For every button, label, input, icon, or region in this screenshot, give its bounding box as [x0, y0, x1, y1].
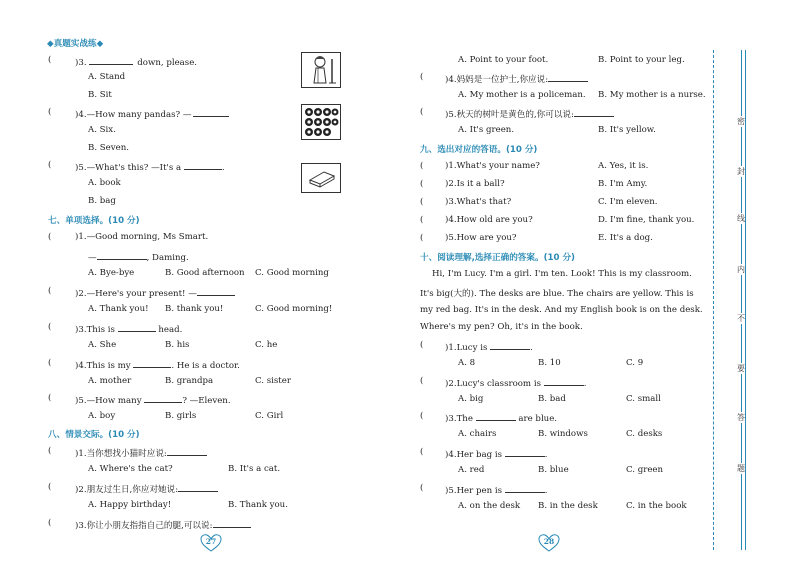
option: A. chairs	[458, 429, 497, 439]
option: A. on the desk	[458, 501, 521, 511]
question-row: )1.Lucy is .	[445, 340, 533, 353]
question-row: )2.Lucy's classroom is .	[445, 376, 586, 389]
option: B. grandpa	[165, 376, 214, 386]
section-heading: 十、阅读理解,选择正确的答案。(10 分)	[420, 253, 575, 263]
option: B. his	[165, 340, 190, 350]
seal-line-dashed	[713, 50, 714, 550]
question-row: )5.秋天的树叶是黄色的,你可以说:	[445, 107, 614, 120]
question-row: )1.What's your name?	[445, 161, 540, 171]
seal-line-outer	[745, 50, 746, 550]
paren: (	[48, 232, 52, 242]
paren: (	[420, 197, 424, 207]
answer-option: C. I'm eleven.	[598, 197, 658, 207]
section-heading: 八、情景交际。(10 分)	[48, 430, 140, 440]
section-heading: 七、单项选择。(10 分)	[48, 216, 140, 226]
question-row: )1.—Good morning, Ms Smart.	[75, 232, 209, 242]
question-row: )4.—How many pandas? —	[75, 107, 229, 120]
passage-line: Hi, I'm Lucy. I'm a girl. I'm ten. Look! This is my classroom.	[432, 269, 692, 279]
option: C. desks	[626, 429, 663, 439]
paren: (	[48, 286, 52, 296]
option: C. green	[626, 465, 664, 475]
option: B. My mother is a nurse.	[598, 90, 706, 100]
paren: (	[420, 411, 424, 421]
section-heading: 九、选出对应的答语。(10 分)	[420, 145, 538, 155]
option: B. bag	[88, 196, 116, 206]
seal-char: 要	[737, 364, 745, 373]
option: C. Girl	[255, 411, 284, 421]
option: A. Where's the cat?	[88, 464, 173, 474]
option: B. windows	[538, 429, 588, 439]
question-row: )3.What's that?	[445, 197, 512, 207]
answer-option: E. It's a dog.	[598, 233, 653, 243]
option: A. boy	[88, 411, 116, 421]
seal-char: 答	[737, 413, 745, 422]
paren: (	[420, 233, 424, 243]
paren: (	[420, 179, 424, 189]
paren: (	[48, 482, 52, 492]
paren: (	[420, 376, 424, 386]
passage-line: It's big(大的). The desks are blue. The chairs are yellow. This is	[420, 289, 694, 299]
option: C. Good morning	[255, 268, 329, 278]
option: A. She	[88, 340, 117, 350]
option: A. 8	[458, 358, 476, 368]
paren: (	[420, 447, 424, 457]
option: B. 10	[538, 358, 561, 368]
answer-option: D. I'm fine, thank you.	[598, 215, 695, 225]
option: B. Point to your leg.	[598, 55, 685, 65]
paren: (	[420, 215, 424, 225]
option: B. girls	[165, 411, 197, 421]
answer-option: B. I'm Amy.	[598, 179, 648, 189]
option: A. Happy birthday!	[88, 500, 172, 510]
option: C. sister	[255, 376, 291, 386]
paren: (	[420, 161, 424, 171]
option: B. Sit	[88, 90, 112, 100]
question-row: (	[48, 55, 52, 65]
option: C. in the book	[626, 501, 687, 511]
passage-line: Where's my pen? Oh, it's in the book.	[420, 322, 583, 332]
question-row: )5.Her pen is .	[445, 483, 547, 496]
question-row: )2.朋友过生日,你应对她说:	[75, 482, 218, 495]
seal-char: 内	[737, 265, 745, 274]
option: A. Stand	[88, 72, 126, 82]
paren: (	[48, 446, 52, 456]
question-row: )3.The are blue.	[445, 411, 557, 424]
option: C. he	[255, 340, 278, 350]
option: A. Thank you!	[88, 304, 149, 314]
option: B. blue	[538, 465, 569, 475]
option: B. thank you!	[165, 304, 224, 314]
page-number: 27	[200, 534, 222, 552]
question-row: )5.How are you?	[445, 233, 517, 243]
option: B. Thank you.	[228, 500, 288, 510]
option: A. big	[458, 394, 484, 404]
question-row: )4.How old are you?	[445, 215, 533, 225]
option: C. Good morning!	[255, 304, 333, 314]
question-row: )3.你让小朋友指指自己的腿,可以说:	[75, 518, 251, 531]
question-row: )3.This is head.	[75, 322, 182, 335]
answer-option: A. Yes, it is.	[598, 161, 649, 171]
question-row: )5.—What's this? —It's a .	[75, 160, 225, 173]
paren: (	[420, 483, 424, 493]
option: B. It's a cat.	[228, 464, 281, 474]
seal-char: 线	[737, 214, 745, 223]
page-number: 28	[538, 534, 560, 552]
option: B. bad	[538, 394, 566, 404]
option: A. mother	[88, 376, 132, 386]
question-row: )4.Her bag is .	[445, 447, 547, 460]
book-picture	[301, 163, 341, 193]
paren: (	[420, 340, 424, 350]
person-picture	[301, 52, 341, 88]
banner-title: ◆真题实战练◆	[47, 39, 104, 49]
passage-line: my red bag. It's in the desk. And my English book is on the desk.	[420, 305, 703, 315]
paren: (	[48, 393, 52, 403]
question-row: )3. down, please.	[75, 55, 197, 68]
paren: (	[420, 107, 424, 117]
option: A. book	[88, 178, 121, 188]
paren: (	[420, 72, 424, 82]
option: B. It's yellow.	[598, 125, 656, 135]
paren: (	[48, 107, 52, 117]
option: B. Good afternoon	[165, 268, 245, 278]
option: A. Bye-bye	[88, 268, 135, 278]
question-row: )2.—Here's your present! —	[75, 286, 235, 299]
question-row: )1.当你想找小猫时应说:	[75, 446, 207, 459]
option: A. It's green.	[458, 125, 515, 135]
question-row: )4.妈妈是一位护士,你应说:	[445, 72, 588, 85]
option: B. in the desk	[538, 501, 598, 511]
option: C. small	[626, 394, 661, 404]
paren: (	[48, 518, 52, 528]
question-row: )5.—How many ? —Eleven.	[75, 393, 231, 406]
seal-char: 封	[737, 167, 745, 176]
pandas-picture	[301, 104, 341, 140]
paren: (	[48, 322, 52, 332]
option: A. red	[458, 465, 485, 475]
question-row: )4.This is my . He is a doctor.	[75, 358, 240, 371]
paren: (	[48, 160, 52, 170]
seal-char: 题	[737, 464, 745, 473]
question-row: )2.Is it a ball?	[445, 179, 505, 189]
paren: (	[48, 358, 52, 368]
seal-char: 密	[737, 117, 745, 126]
question-row: — , Daming.	[88, 250, 189, 263]
option: A. My mother is a policeman.	[458, 90, 586, 100]
option: C. 9	[626, 358, 644, 368]
option: A. Six.	[88, 125, 116, 135]
option: B. Seven.	[88, 143, 129, 153]
option: A. Point to your foot.	[458, 55, 549, 65]
seal-char: 不	[737, 314, 745, 323]
